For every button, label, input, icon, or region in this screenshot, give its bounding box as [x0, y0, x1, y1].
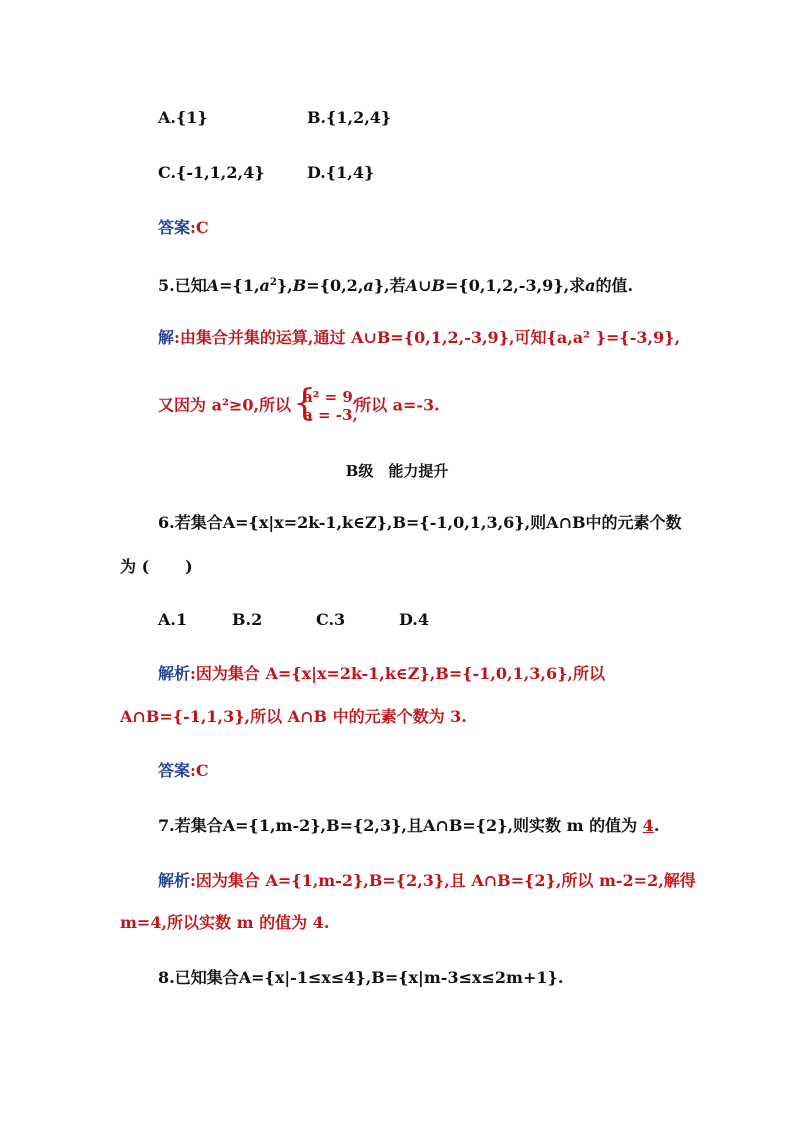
option-c: C.{-1,1,2,4}: [158, 163, 265, 182]
question-6-stem-line-2: 为 ( ): [120, 557, 193, 576]
answer-line: 答案:C: [158, 218, 209, 237]
answer-value: C: [195, 761, 209, 780]
solution-label: 解析: [158, 664, 191, 683]
question-6-solution-line-1: 解析:因为集合 A={x|x=2k-1,k∈Z},B={-1,0,1,3,6},所以: [158, 664, 605, 683]
option-a: A.{1}: [158, 108, 208, 127]
option-b: B.2: [232, 610, 263, 629]
question-5-stem: 5.已知$A=\{1,a^2\},B=\{0,2,a\}$,若A∪B={0,1,2,-3,9},求a的值.: [158, 276, 634, 295]
answer-label: 答案: [158, 218, 191, 237]
option-b: B.{1,2,4}: [307, 108, 392, 127]
question-8-stem: 8.已知集合A={x|-1≤x≤4},B={x|m-3≤x≤2m+1}.: [158, 968, 564, 987]
question-5-solution-line-2: 又因为 a²≥0,所以 { a² = 9, a = -3, 所以 a=-3.: [158, 383, 440, 424]
question-6-solution-line-2: A∩B={-1,1,3},所以 A∩B 中的元素个数为 3.: [120, 707, 467, 726]
solution-label: 解析: [158, 871, 191, 890]
answer-line: 答案:C: [158, 761, 209, 780]
equation-system: { a² = 9, a = -3,: [293, 383, 359, 424]
brace-icon: {: [293, 383, 316, 424]
question-7-stem: 7.若集合A={1,m-2},B={2,3},且A∩B={2},则实数 m 的值为 4.: [158, 816, 660, 835]
section-title: B级 能力提升: [345, 462, 449, 480]
option-d: D.4: [399, 610, 430, 629]
solution-label: 解: [158, 328, 175, 347]
question-7-solution-line-2: m=4,所以实数 m 的值为 4.: [120, 913, 330, 932]
option-d: D.{1,4}: [307, 163, 375, 182]
option-a: A.1: [158, 610, 188, 629]
question-6-stem-line-1: 6.若集合A={x|x=2k-1,k∈Z},B={-1,0,1,3,6},则A∩B中的元素个数: [158, 513, 682, 532]
blank-answer: 4: [642, 816, 654, 835]
question-5-solution-line-1: 解:由集合并集的运算,通过 A∪B={0,1,2,-3,9},可知{a,a² }={-3,9},: [158, 328, 681, 347]
option-c: C.3: [316, 610, 346, 629]
answer-label: 答案: [158, 761, 191, 780]
question-7-solution-line-1: 解析:因为集合 A={1,m-2},B={2,3},且 A∩B={2},所以 m-2=2,解得: [158, 871, 696, 890]
answer-value: C: [195, 218, 209, 237]
